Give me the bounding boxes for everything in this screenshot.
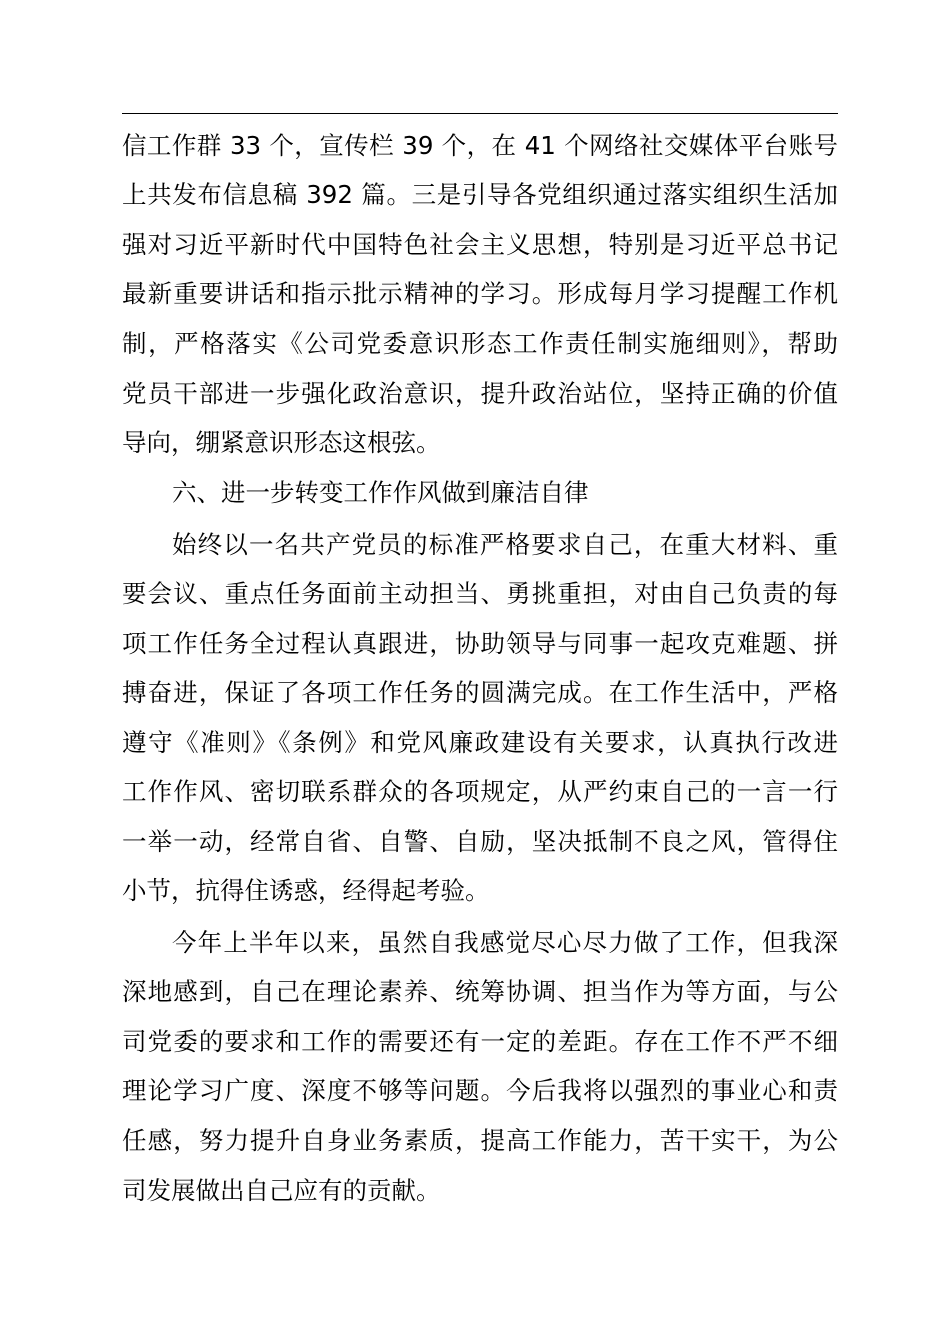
paragraph-line: 司党委的要求和工作的需要还有一定的差距。存在工作不严不细 xyxy=(122,1027,838,1056)
paragraph-line: 司发展做出自己应有的贡献。 xyxy=(122,1176,441,1205)
paragraph-line: 要会议、重点任务面前主动担当、勇挑重担，对由自己负责的每 xyxy=(122,579,838,608)
paragraph-line: 一举一动，经常自省、自警、自励，坚决抵制不良之风，管得住 xyxy=(122,827,838,856)
paragraph-line: 强对习近平新时代中国特色社会主义思想，特别是习近平总书记 xyxy=(122,230,838,259)
paragraph-line: 搏奋进，保证了各项工作任务的圆满完成。在工作生活中，严格 xyxy=(122,678,838,707)
paragraph-line: 今年上半年以来，虽然自我感觉尽心尽力做了工作，但我深 xyxy=(172,928,838,957)
paragraph-line: 遵守《准则》《条例》和党风廉政建设有关要求，认真执行改进 xyxy=(122,728,838,757)
paragraph-line: 小节，抗得住诱惑，经得起考验。 xyxy=(122,876,490,905)
paragraph-line: 深地感到，自己在理论素养、统筹协调、担当作为等方面，与公 xyxy=(122,977,838,1006)
paragraph-line: 最新重要讲话和指示批示精神的学习。形成每月学习提醒工作机 xyxy=(122,279,838,308)
paragraph-line: 制，严格落实《公司党委意识形态工作责任制实施细则》，帮助 xyxy=(122,329,838,358)
paragraph-line: 工作作风、密切联系群众的各项规定，从严约束自己的一言一行 xyxy=(122,777,838,806)
paragraph-line: 理论学习广度、深度不够等问题。今后我将以强烈的事业心和责 xyxy=(122,1076,838,1105)
paragraph-line: 导向，绷紧意识形态这根弦。 xyxy=(122,428,441,457)
header-rule xyxy=(122,113,838,114)
section-heading: 六、进一步转变工作作风做到廉洁自律 xyxy=(172,478,589,507)
paragraph-line: 任感，努力提升自身业务素质，提高工作能力，苦干实干，为公 xyxy=(122,1126,838,1155)
paragraph-line: 始终以一名共产党员的标准严格要求自己，在重大材料、重 xyxy=(172,530,838,559)
paragraph-line: 信工作群 33 个，宣传栏 39 个，在 41 个网络社交媒体平台账号 xyxy=(122,131,838,160)
paragraph-line: 党员干部进一步强化政治意识，提升政治站位，坚持正确的价值 xyxy=(122,379,838,408)
paragraph-line: 项工作任务全过程认真跟进，协助领导与同事一起攻克难题、拼 xyxy=(122,629,838,658)
paragraph-line: 上共发布信息稿 392 篇。三是引导各党组织通过落实组织生活加 xyxy=(122,180,838,209)
